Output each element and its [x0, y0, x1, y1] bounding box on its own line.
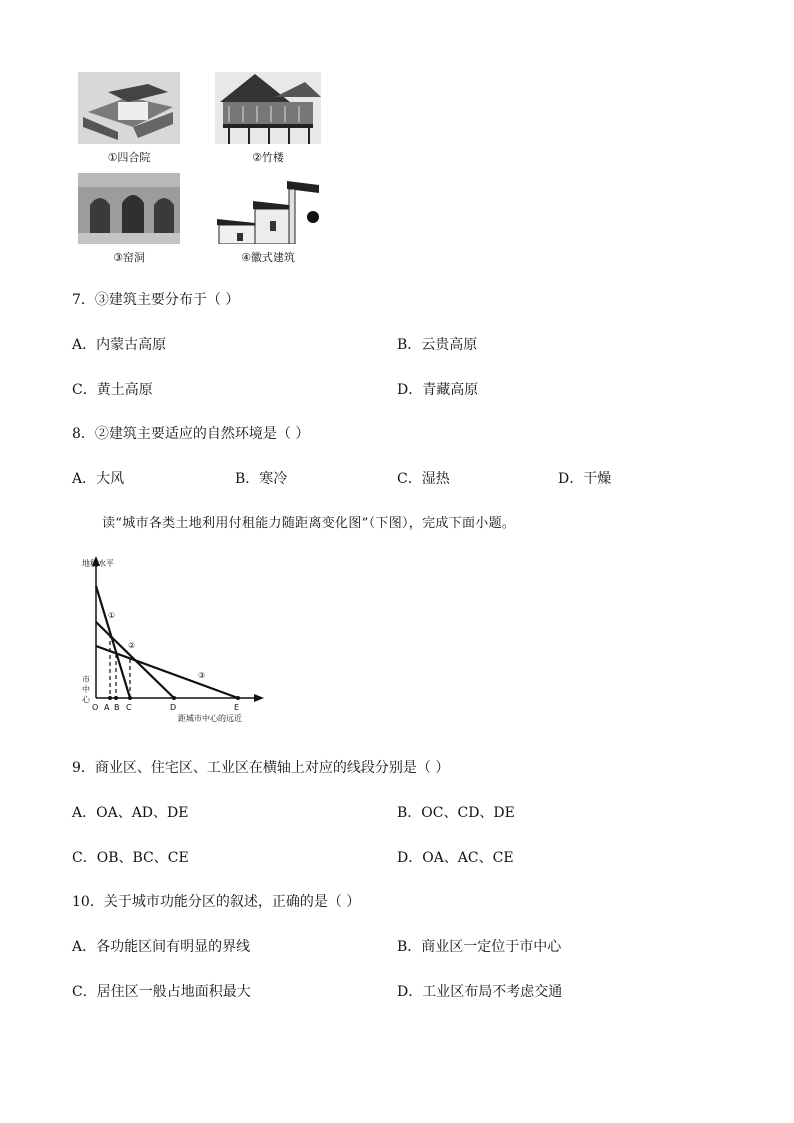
x-axis-arrow: [254, 694, 264, 702]
point-e-label: E: [234, 703, 240, 712]
q9-option-c[interactable]: C．OB、BC、CE: [72, 850, 189, 866]
q10-option-d[interactable]: D．工业区布局不考虑交通: [397, 984, 563, 1000]
q8-option-a[interactable]: A．大风: [72, 471, 125, 487]
hui-style-architecture-photo: [215, 173, 321, 244]
q10-option-c[interactable]: C．居住区一般占地面积最大: [72, 984, 251, 1000]
q8-option-c[interactable]: C．湿热: [397, 471, 450, 487]
curve-3-label: ③: [198, 671, 206, 680]
curve-2-label: ②: [128, 641, 136, 650]
dot-a: [108, 696, 112, 700]
caption-hui-style: ④徽式建筑: [241, 251, 295, 264]
curve-1-label: ①: [108, 611, 116, 620]
question-8-stem: 8．②建筑主要适应的自然环境是（ ）: [72, 426, 310, 442]
dot-e: [236, 696, 240, 700]
cave-dwelling-photo: [78, 173, 180, 244]
q10-option-a[interactable]: A．各功能区间有明显的界线: [72, 939, 251, 955]
q9-option-d[interactable]: D．OA、AC、CE: [397, 850, 514, 866]
curve-1-line: [96, 586, 130, 698]
bamboo-house-photo: [215, 72, 321, 144]
q8-option-b[interactable]: B．寒冷: [235, 471, 288, 487]
q7-option-c[interactable]: C．黄土高原: [72, 382, 153, 398]
dot-c: [128, 696, 132, 700]
q7-option-a[interactable]: A．内蒙古高原: [72, 337, 167, 353]
caption-cave-dwelling: ③窑洞: [113, 251, 145, 264]
point-o-label: O: [92, 703, 99, 712]
point-b-label: B: [114, 703, 120, 712]
chart-ylabel: 地租水平: [82, 559, 114, 568]
chart-xlabel: 距城市中心的远近: [178, 714, 242, 723]
point-c-label: C: [126, 703, 132, 712]
q7-option-d[interactable]: D．青藏高原: [397, 382, 479, 398]
origin-label-3: 心: [82, 695, 90, 704]
dot-b: [114, 696, 118, 700]
point-d-label: D: [170, 703, 177, 712]
question-10-stem: 10．关于城市功能分区的叙述，正确的是（ ）: [72, 894, 361, 910]
origin-label-2: 中: [82, 685, 90, 694]
caption-bamboo-house: ②竹楼: [252, 151, 284, 164]
q10-option-b[interactable]: B．商业区一定位于市中心: [397, 939, 562, 955]
chart-intro-text: 读“城市各类土地利用付租能力随距离变化图”（下图），完成下面小题。: [102, 516, 516, 531]
point-a-label: A: [104, 703, 110, 712]
dot-d: [172, 696, 176, 700]
q9-option-b[interactable]: B．OC、CD、DE: [397, 805, 515, 821]
origin-label-1: 市: [82, 675, 90, 684]
q7-option-b[interactable]: B．云贵高原: [397, 337, 478, 353]
q8-option-d[interactable]: D．干燥: [558, 471, 612, 487]
land-rent-chart: [70, 552, 280, 732]
question-7-stem: 7．③建筑主要分布于（ ）: [72, 292, 240, 308]
q9-option-a[interactable]: A．OA、AD、DE: [72, 805, 189, 821]
siheyuan-courtyard-photo: [78, 72, 180, 144]
caption-siheyuan: ①四合院: [107, 151, 151, 164]
question-9-stem: 9．商业区、住宅区、工业区在横轴上对应的线段分别是（ ）: [72, 760, 450, 776]
